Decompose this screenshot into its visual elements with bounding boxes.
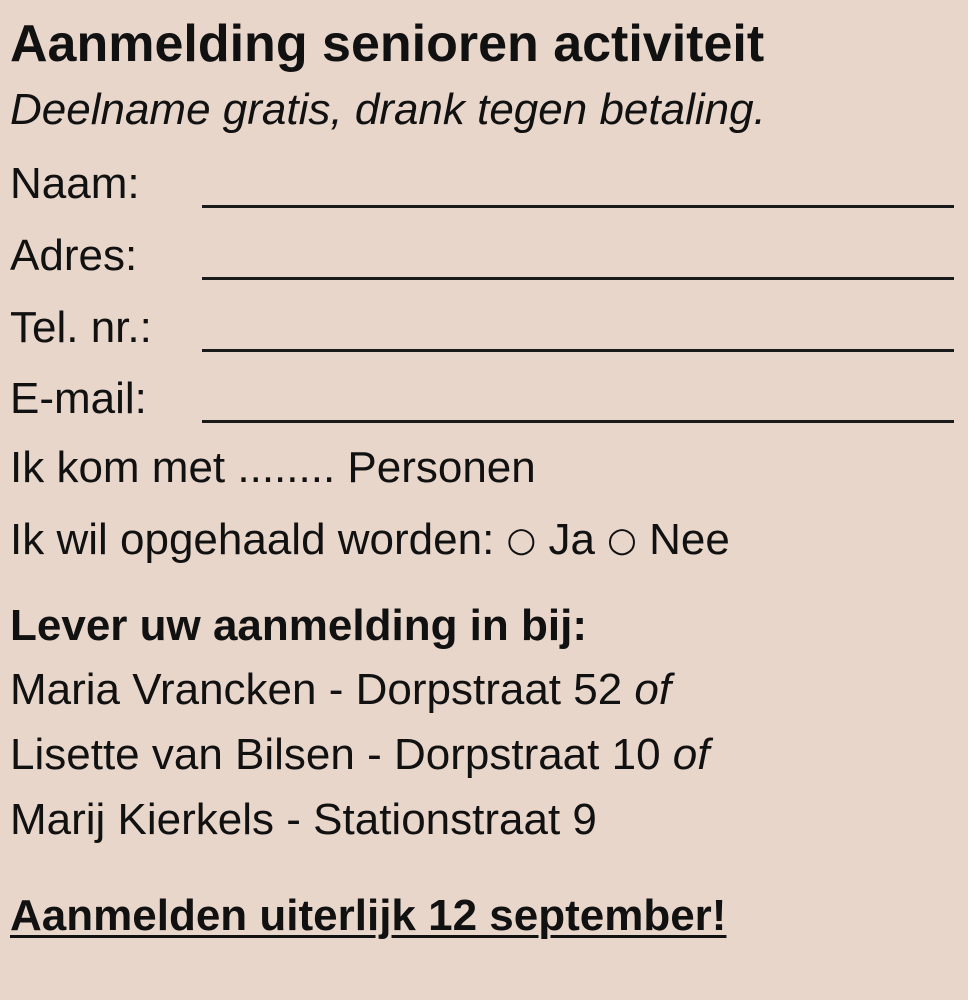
conjunction-or: of — [672, 730, 710, 779]
contact-line — [10, 664, 671, 716]
email-label: E-mail: — [10, 374, 147, 423]
contact-text: Maria Vrancken - Dorpstraat 52 — [10, 665, 623, 714]
name-label: Naam: — [10, 159, 140, 208]
address-field-row — [0, 230, 968, 300]
phone-field-row — [0, 302, 968, 372]
name-write-line[interactable] — [202, 205, 954, 208]
conjunction-or: of — [634, 665, 672, 714]
contact-line — [10, 794, 597, 846]
contact-text: Marij Kierkels - Stationstraat 9 — [10, 795, 597, 844]
form-title: Aanmelding senioren activiteit — [10, 15, 765, 73]
radio-circle-icon: ○ — [506, 520, 537, 560]
email-write-line[interactable] — [202, 420, 954, 423]
deadline-notice: Aanmelden uiterlijk 12 september! — [10, 891, 727, 940]
attendance-count-line: Ik kom met ........ Personen — [10, 443, 536, 492]
name-field-row — [0, 158, 968, 228]
contact-text: Lisette van Bilsen - Dorpstraat 10 — [10, 730, 661, 779]
radio-circle-icon: ○ — [607, 520, 637, 560]
form-subtitle: Deelname gratis, drank tegen betaling. — [10, 85, 766, 134]
phone-write-line[interactable] — [202, 349, 954, 352]
pickup-option-no-label: Nee — [649, 515, 730, 564]
address-label: Adres: — [10, 231, 138, 280]
pickup-option-no[interactable] — [607, 515, 730, 564]
pickup-label: Ik wil opgehaald worden: — [10, 515, 495, 564]
address-write-line[interactable] — [202, 277, 954, 280]
contact-line — [10, 729, 709, 781]
phone-label: Tel. nr.: — [10, 303, 152, 352]
pickup-option-yes[interactable] — [507, 515, 595, 564]
delivery-heading: Lever uw aanmelding in bij: — [10, 601, 587, 650]
pickup-question — [10, 514, 730, 566]
email-field-row — [0, 373, 968, 443]
pickup-option-yes-label: Ja — [548, 515, 595, 564]
